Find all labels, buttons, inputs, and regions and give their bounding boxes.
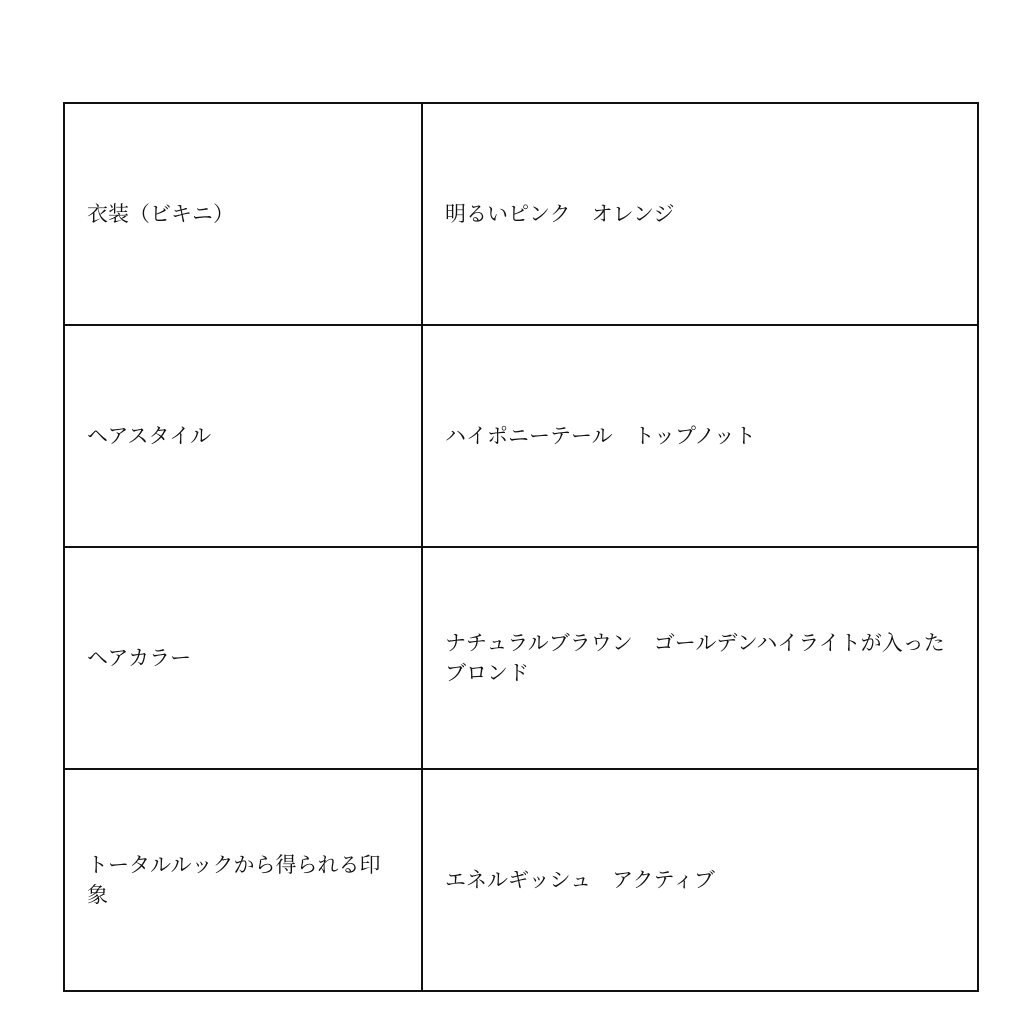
attribute-table	[63, 102, 979, 992]
row-label-costume: 衣装（ビキニ）	[64, 103, 422, 325]
row-label-hair-color: ヘアカラー	[64, 547, 422, 769]
row-value-hair-color: ナチュラルブラウン ゴールデンハイライトが入ったブロンド	[422, 547, 978, 769]
table-row	[64, 103, 978, 325]
table-row	[64, 325, 978, 547]
row-label-impression: トータルルックから得られる印象	[64, 769, 422, 991]
row-value-impression: エネルギッシュ アクティブ	[422, 769, 978, 991]
row-value-hairstyle: ハイポニーテール トップノット	[422, 325, 978, 547]
table-row	[64, 769, 978, 991]
table-row	[64, 547, 978, 769]
row-value-costume: 明るいピンク オレンジ	[422, 103, 978, 325]
row-label-hairstyle: ヘアスタイル	[64, 325, 422, 547]
